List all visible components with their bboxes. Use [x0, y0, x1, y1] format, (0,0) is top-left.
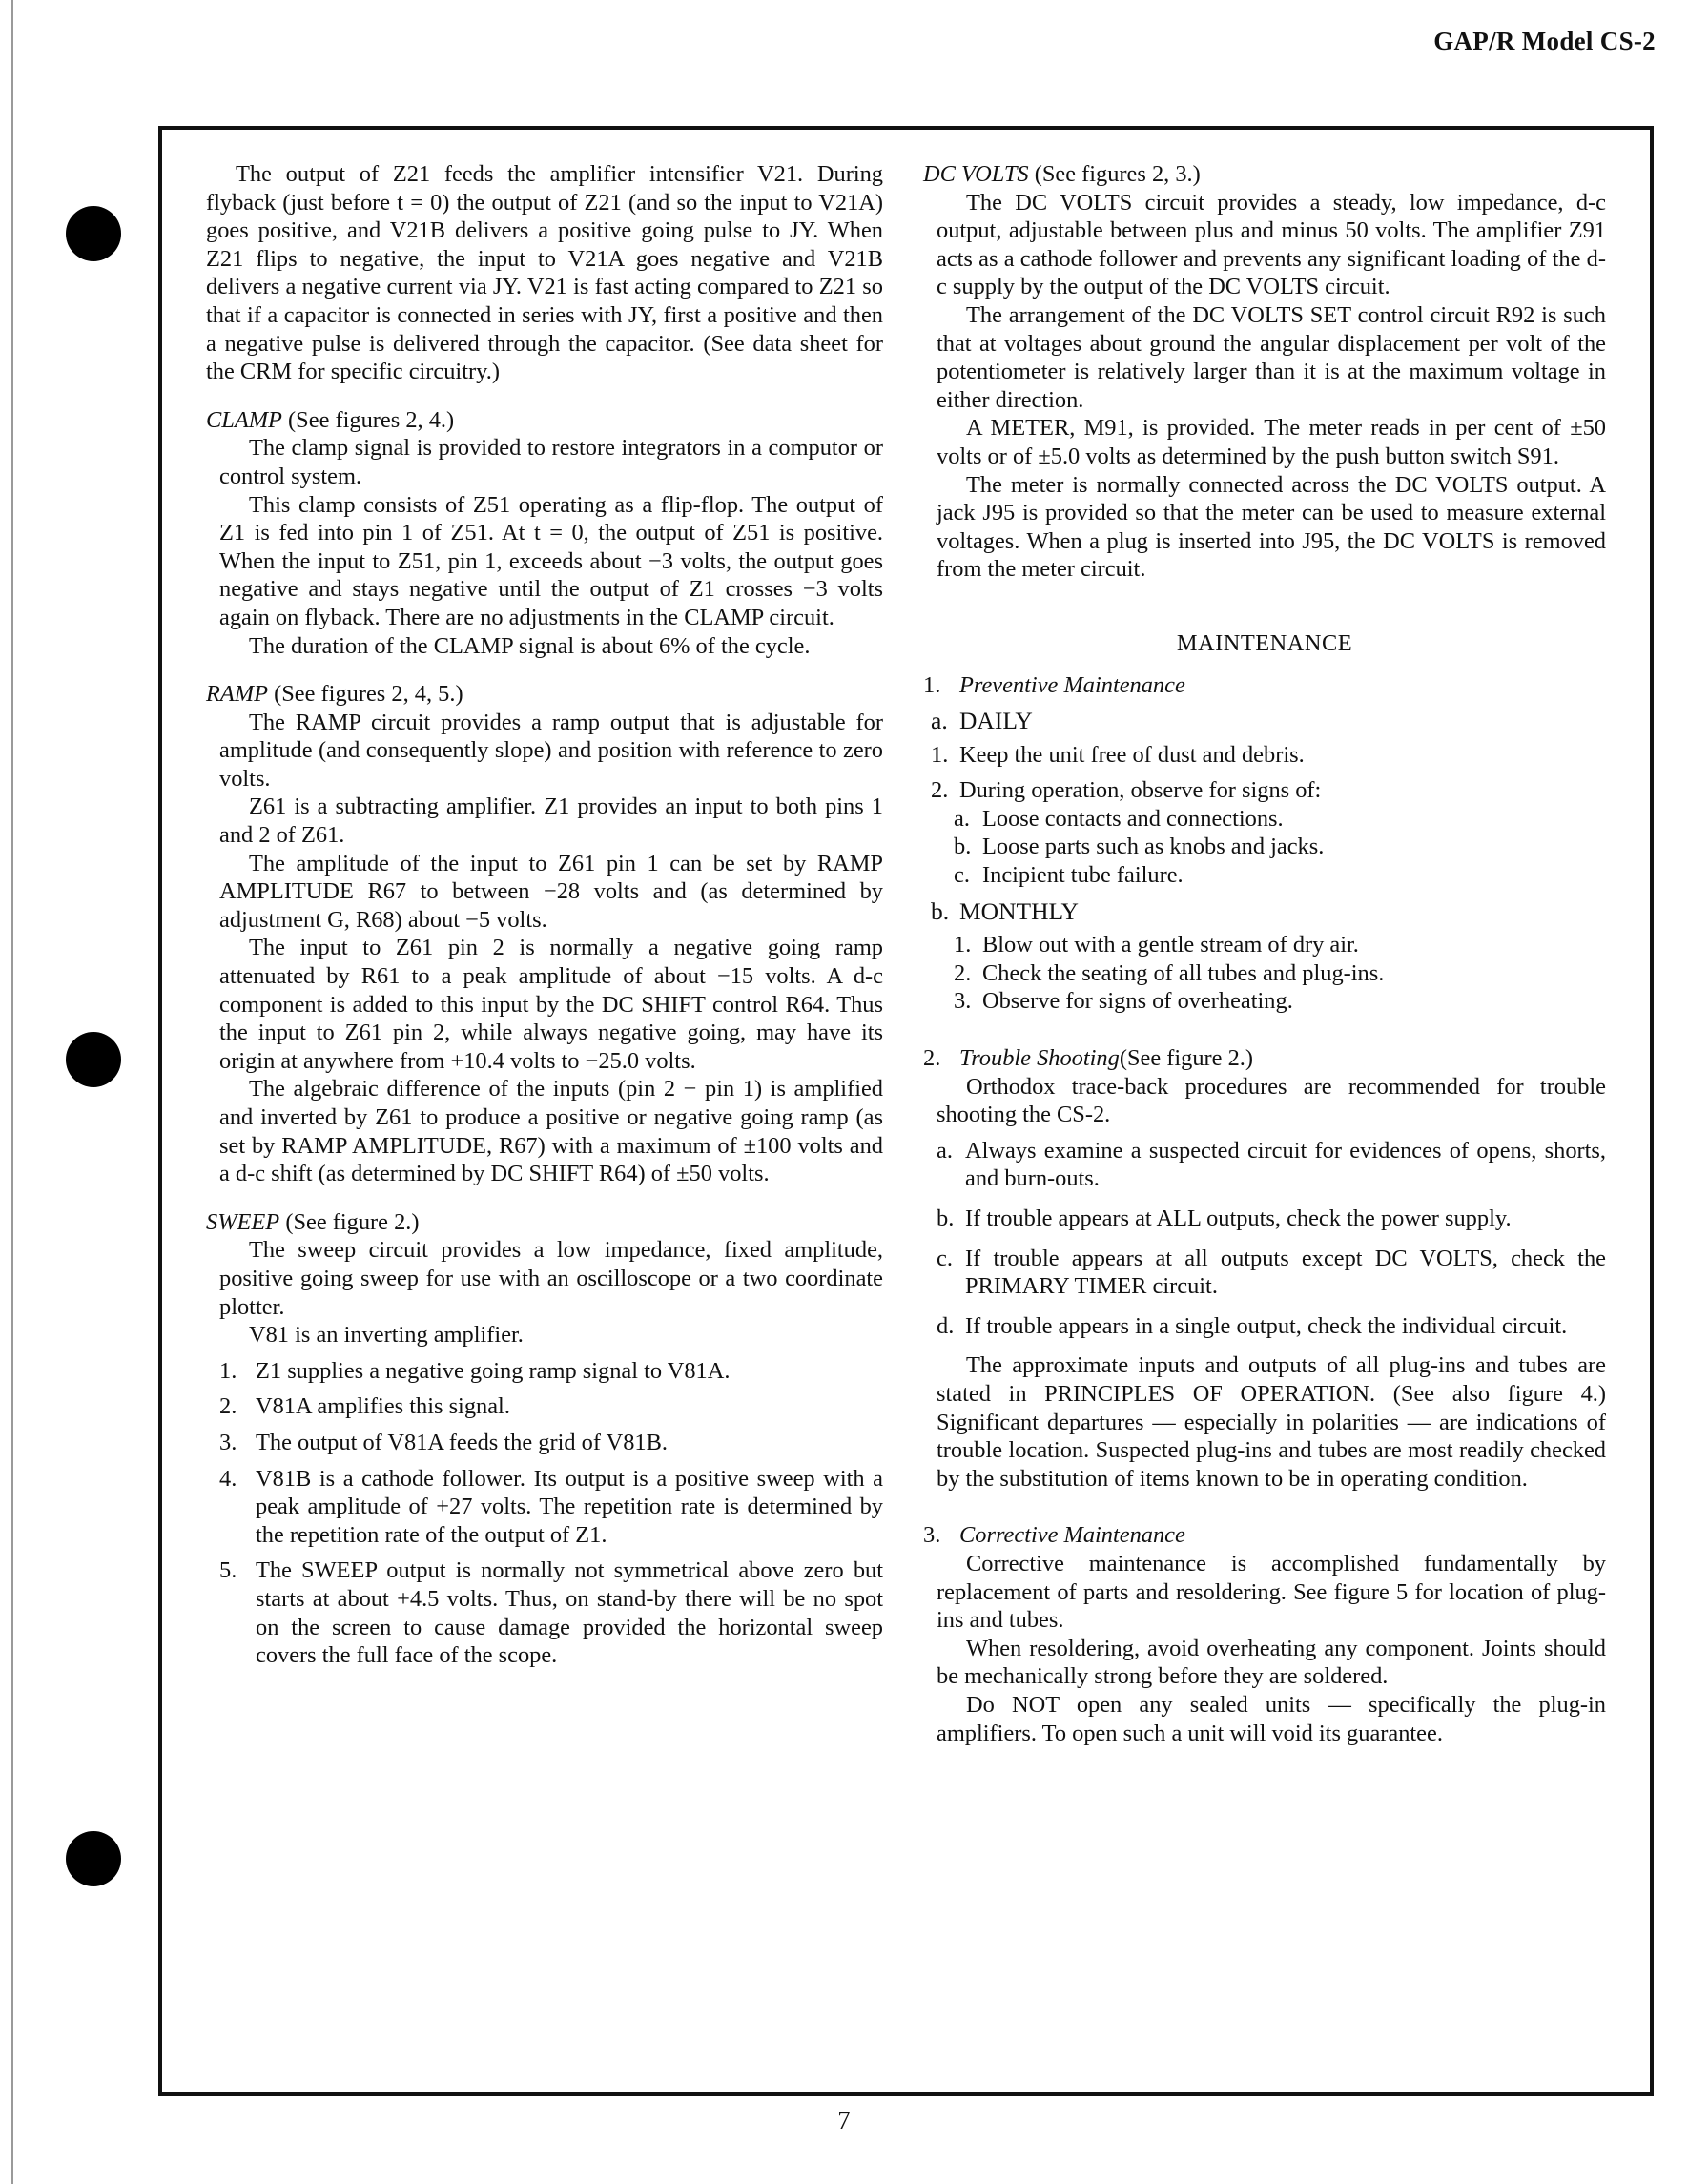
daily-sign: a. Loose contacts and connections. — [954, 805, 1284, 832]
page-edge-line — [11, 0, 13, 2184]
preventive-heading: 1. Preventive Maintenance — [923, 671, 1185, 698]
corrective-paragraph: When resoldering, avoid overheating any component. Joints should be mechanically strong before they are soldered. — [937, 1635, 1606, 1690]
ramp-paragraph: The RAMP circuit provides a ramp output that is adjustable for amplitude (and consequently slope) and position with reference to zero volts. — [219, 709, 883, 792]
clamp-paragraph: The duration of the CLAMP signal is about 6% of the cycle. — [249, 632, 811, 659]
daily-item: 2. During operation, observe for signs of: — [931, 777, 1322, 804]
clamp-ref: (See figures 2, 4.) — [281, 406, 455, 433]
binder-hole-middle — [66, 1032, 121, 1087]
sweep-step: 2. V81A amplifies this signal. — [219, 1393, 510, 1420]
clamp-heading — [206, 406, 883, 435]
clamp-paragraph: This clamp consists of Z51 operating as a flip-flop. The output of Z1 is fed into pin 1 of Z51. At t = 0, the output of Z51 is positive. When the input to Z51, pin 1, exceeds about −3 volts, the output goes negative and stays negative until the output of Z1 crosses −3 volts again on flyback. There are no adjustments in the CLAMP circuit. — [219, 491, 883, 630]
daily-item: 1. Keep the unit free of dust and debris. — [931, 741, 1305, 768]
intro-paragraph: The output of Z21 feeds the amplifier intensifier V21. During flyback (just before t = 0) the output of Z21 (and so the input to V21A) goes positive, and V21B delivers a positive going pulse to JY. When Z21 flips to negative, the input to V21A goes negative and V21B delivers a negative current via JY. V21 is fast acting compared to Z21 so that if a capacitor is connected in series with JY, first a positive and then a negative pulse is delivered through the capacitor. (See data sheet for the CRM for specific circuitry.) — [206, 161, 883, 385]
ramp-paragraph: The input to Z61 pin 2 is normally a negative going ramp attenuated by R61 to a peak amplitude of about −15 volts. A d-c component is added to this input by the DC SHIFT control R64. Thus the input to Z61 pin 2, while always negative going, may have its origin at anywhere from +10.4 volts to −25.0 volts. — [219, 935, 883, 1074]
trouble-item: b. If trouble appears at ALL outputs, check the power supply. — [937, 1205, 1512, 1231]
monthly-item: 3. Observe for signs of overheating. — [954, 988, 1293, 1015]
monthly-item: 2. Check the seating of all tubes and plug-ins. — [954, 959, 1385, 986]
clamp-title: CLAMP — [206, 406, 282, 433]
corrective-heading: 3. Corrective Maintenance — [923, 1522, 1185, 1549]
trouble-shooting-heading: 2. Trouble Shooting (See figure 2.) — [923, 1045, 1254, 1072]
left-column — [206, 160, 883, 1678]
daily-heading: a. DAILY — [931, 707, 1033, 735]
dc-volts-paragraph: A METER, M91, is provided. The meter reads in per cent of ±50 volts or of ±5.0 volts as determined by the push button switch S91. — [937, 415, 1606, 469]
binder-hole-top — [66, 206, 121, 261]
ramp-paragraph: The algebraic difference of the inputs (pin 2 − pin 1) is amplified and inverted by Z61 to produce a positive or negative going ramp (as set by RAMP AMPLITUDE, R67) with a maximum of ±100 volts and a d-c shift (as determined by DC SHIFT R64) of ±50 volts. — [219, 1076, 883, 1187]
trouble-intro: Orthodox trace-back procedures are recommended for trouble shooting the CS-2. — [937, 1073, 1606, 1128]
dc-volts-heading — [923, 160, 1606, 189]
trouble-item: a. Always examine a suspected circuit for evidences of opens, shorts, and burn-outs. — [937, 1137, 1606, 1192]
monthly-item: 1. Blow out with a gentle stream of dry air. — [954, 932, 1359, 958]
right-column — [923, 160, 1606, 1747]
trouble-closing: The approximate inputs and outputs of all plug-ins and tubes are stated in PRINCIPLES OF OPERATION. (See also figure 4.) Significant departures — especially in polarities — are indications of trouble location. Suspected plug-ins and tubes are most readily checked by the substitution of items known to be in operating condition. — [937, 1352, 1606, 1492]
monthly-heading: b. MONTHLY — [931, 896, 1079, 925]
corrective-paragraph: Do NOT open any sealed units — specifically the plug-in amplifiers. To open such a unit will void its guarantee. — [937, 1691, 1606, 1746]
sweep-ref: (See figure 2.) — [279, 1208, 420, 1235]
ramp-heading — [206, 680, 883, 709]
daily-sign: c. Incipient tube failure. — [954, 862, 1184, 889]
sweep-paragraph: V81 is an inverting amplifier. — [249, 1322, 524, 1349]
page-number: 7 — [837, 2106, 851, 2134]
dc-volts-paragraph: The meter is normally connected across the DC VOLTS output. A jack J95 is provided so that the meter can be used to measure external voltages. When a plug is inserted into J95, the DC VOLTS is removed from the meter circuit. — [937, 471, 1606, 583]
sweep-title: SWEEP — [206, 1208, 280, 1235]
dc-volts-title: DC VOLTS — [923, 161, 1029, 187]
ramp-title: RAMP — [206, 681, 269, 708]
sweep-step: 3. The output of V81A feeds the grid of V81B. — [219, 1429, 668, 1455]
sweep-heading — [206, 1208, 883, 1237]
clamp-paragraph: The clamp signal is provided to restore integrators in a computor or control system. — [219, 435, 883, 489]
sweep-paragraph: The sweep circuit provides a low impedance, fixed amplitude, positive going sweep for use with an oscilloscope or a two coordinate plotter. — [219, 1237, 883, 1320]
ramp-ref: (See figures 2, 4, 5.) — [268, 681, 463, 708]
sweep-step: 4. V81B is a cathode follower. Its output is a positive sweep with a peak amplitude of +27 volts. The repetition rate is determined by the repetition rate of the output of Z1. — [219, 1465, 883, 1548]
sweep-step: 5. The SWEEP output is normally not symmetrical above zero but starts at about +4.5 volts. Thus, on stand-by there will be no spot on the screen to cause damage provided the horizontal sweep covers the full face of the scope. — [219, 1557, 883, 1669]
daily-sign: b. Loose parts such as knobs and jacks. — [954, 834, 1325, 860]
dc-volts-ref: (See figures 2, 3.) — [1028, 161, 1201, 187]
maintenance-title: MAINTENANCE — [1176, 629, 1353, 656]
sweep-step: 1. Z1 supplies a negative going ramp signal to V81A. — [219, 1357, 731, 1384]
binder-hole-bottom — [66, 1831, 121, 1886]
ramp-paragraph: The amplitude of the input to Z61 pin 1 can be set by RAMP AMPLITUDE R67 to between −28 volts and (as determined by adjustment G, R68) about −5 volts. — [219, 850, 883, 933]
trouble-item: c. If trouble appears at all outputs except DC VOLTS, check the PRIMARY TIMER circuit. — [937, 1245, 1606, 1300]
trouble-item: d. If trouble appears in a single output, check the individual circuit. — [937, 1312, 1568, 1339]
dc-volts-paragraph: The DC VOLTS circuit provides a steady, low impedance, d-c output, adjustable between plus and minus 50 volts. The amplifier Z91 acts as a cathode follower and prevents any significant loading of the d-c supply by the output of the DC VOLTS circuit. — [937, 189, 1606, 300]
corrective-paragraph: Corrective maintenance is accomplished fundamentally by replacement of parts and resoldering. See figure 5 for location of plug-ins and tubes. — [937, 1550, 1606, 1634]
running-header: GAP/R Model CS-2 — [1433, 27, 1656, 55]
dc-volts-paragraph: The arrangement of the DC VOLTS SET control circuit R92 is such that at voltages about ground the angular displacement per volt of the potentiometer is relatively larger than it is at the maximum voltage in either direction. — [937, 301, 1606, 413]
ramp-paragraph: Z61 is a subtracting amplifier. Z1 provides an input to both pins 1 and 2 of Z61. — [219, 793, 883, 849]
